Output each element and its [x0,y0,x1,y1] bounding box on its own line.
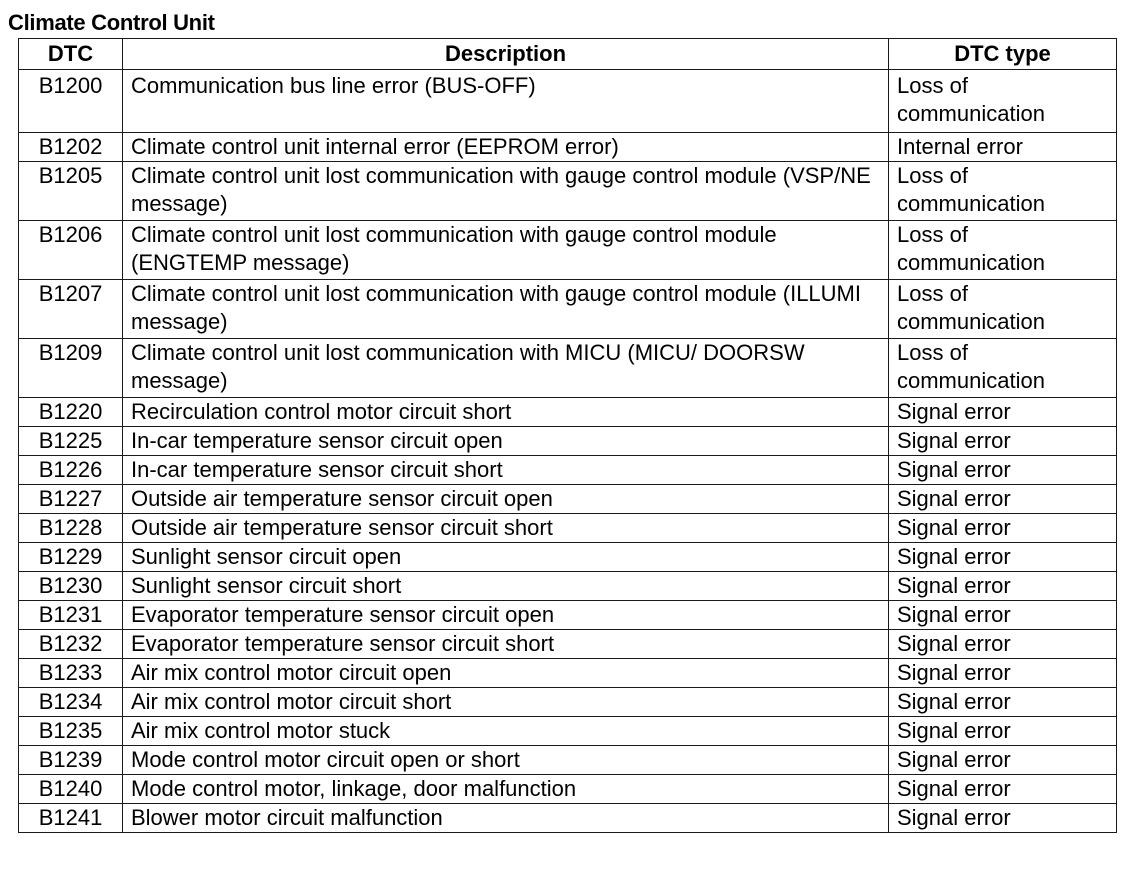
table-row [19,280,1117,339]
page-title: Climate Control Unit [8,10,215,35]
table-header-row [19,39,1117,70]
table-row [19,427,1117,456]
column-header-dtc: DTC [19,39,123,70]
dtc-code: B1227 [19,485,123,514]
dtc-description: Air mix control motor stuck [123,717,889,746]
dtc-code: B1229 [19,543,123,572]
column-header-description: Description [123,39,889,70]
table-row [19,775,1117,804]
table-row [19,70,1117,133]
dtc-description: Air mix control motor circuit short [123,688,889,717]
table-row [19,514,1117,543]
dtc-code: B1233 [19,659,123,688]
table-row [19,133,1117,162]
dtc-code: B1239 [19,746,123,775]
dtc-description: Climate control unit lost communication with MICU (MICU/ DOORSW message) [123,339,889,398]
dtc-type: Signal error [889,398,1117,427]
dtc-type: Loss of communication [889,339,1117,398]
dtc-description: Climate control unit internal error (EEPROM error) [123,133,889,162]
column-header-dtc-type: DTC type [889,39,1117,70]
dtc-type: Signal error [889,543,1117,572]
dtc-type: Signal error [889,514,1117,543]
dtc-code: B1207 [19,280,123,339]
dtc-code: B1235 [19,717,123,746]
dtc-code: B1209 [19,339,123,398]
dtc-type: Signal error [889,630,1117,659]
dtc-code: B1230 [19,572,123,601]
table-row [19,456,1117,485]
dtc-code: B1228 [19,514,123,543]
dtc-type: Loss of communication [889,280,1117,339]
table-row [19,688,1117,717]
table-row [19,717,1117,746]
table-row [19,804,1117,833]
dtc-description: Evaporator temperature sensor circuit open [123,601,889,630]
table-row [19,398,1117,427]
dtc-description: Climate control unit lost communication with gauge control module (ENGTEMP message) [123,221,889,280]
dtc-type: Signal error [889,456,1117,485]
table-row [19,630,1117,659]
dtc-code: B1200 [19,70,123,133]
dtc-code: B1240 [19,775,123,804]
dtc-type: Signal error [889,485,1117,514]
table-row [19,543,1117,572]
dtc-type: Signal error [889,659,1117,688]
dtc-code: B1225 [19,427,123,456]
dtc-code: B1231 [19,601,123,630]
dtc-description: Recirculation control motor circuit short [123,398,889,427]
dtc-code: B1241 [19,804,123,833]
dtc-description: Outside air temperature sensor circuit short [123,514,889,543]
dtc-type: Signal error [889,717,1117,746]
dtc-type: Signal error [889,688,1117,717]
table-row [19,221,1117,280]
table-row [19,339,1117,398]
dtc-description: In-car temperature sensor circuit open [123,427,889,456]
dtc-type: Signal error [889,572,1117,601]
dtc-description: Mode control motor, linkage, door malfunction [123,775,889,804]
dtc-description: Blower motor circuit malfunction [123,804,889,833]
table-row [19,485,1117,514]
dtc-description: Climate control unit lost communication with gauge control module (ILLUMI message) [123,280,889,339]
dtc-type: Internal error [889,133,1117,162]
dtc-description: Sunlight sensor circuit short [123,572,889,601]
table-row [19,572,1117,601]
table-row [19,601,1117,630]
dtc-type: Signal error [889,775,1117,804]
dtc-code: B1226 [19,456,123,485]
dtc-type: Loss of communication [889,70,1117,133]
dtc-type: Loss of communication [889,162,1117,221]
dtc-description: Evaporator temperature sensor circuit short [123,630,889,659]
dtc-description: In-car temperature sensor circuit short [123,456,889,485]
table-row [19,746,1117,775]
dtc-type: Signal error [889,804,1117,833]
dtc-type: Loss of communication [889,221,1117,280]
dtc-type: Signal error [889,427,1117,456]
dtc-description: Climate control unit lost communication with gauge control module (VSP/NE message) [123,162,889,221]
table-row [19,162,1117,221]
table-row [19,659,1117,688]
dtc-code: B1234 [19,688,123,717]
dtc-description: Air mix control motor circuit open [123,659,889,688]
dtc-type: Signal error [889,746,1117,775]
dtc-code: B1206 [19,221,123,280]
dtc-code: B1220 [19,398,123,427]
dtc-table [18,38,1117,833]
dtc-code: B1202 [19,133,123,162]
dtc-description: Communication bus line error (BUS-OFF) [123,70,889,133]
dtc-description: Sunlight sensor circuit open [123,543,889,572]
dtc-code: B1205 [19,162,123,221]
dtc-code: B1232 [19,630,123,659]
dtc-description: Mode control motor circuit open or short [123,746,889,775]
dtc-type: Signal error [889,601,1117,630]
dtc-description: Outside air temperature sensor circuit open [123,485,889,514]
